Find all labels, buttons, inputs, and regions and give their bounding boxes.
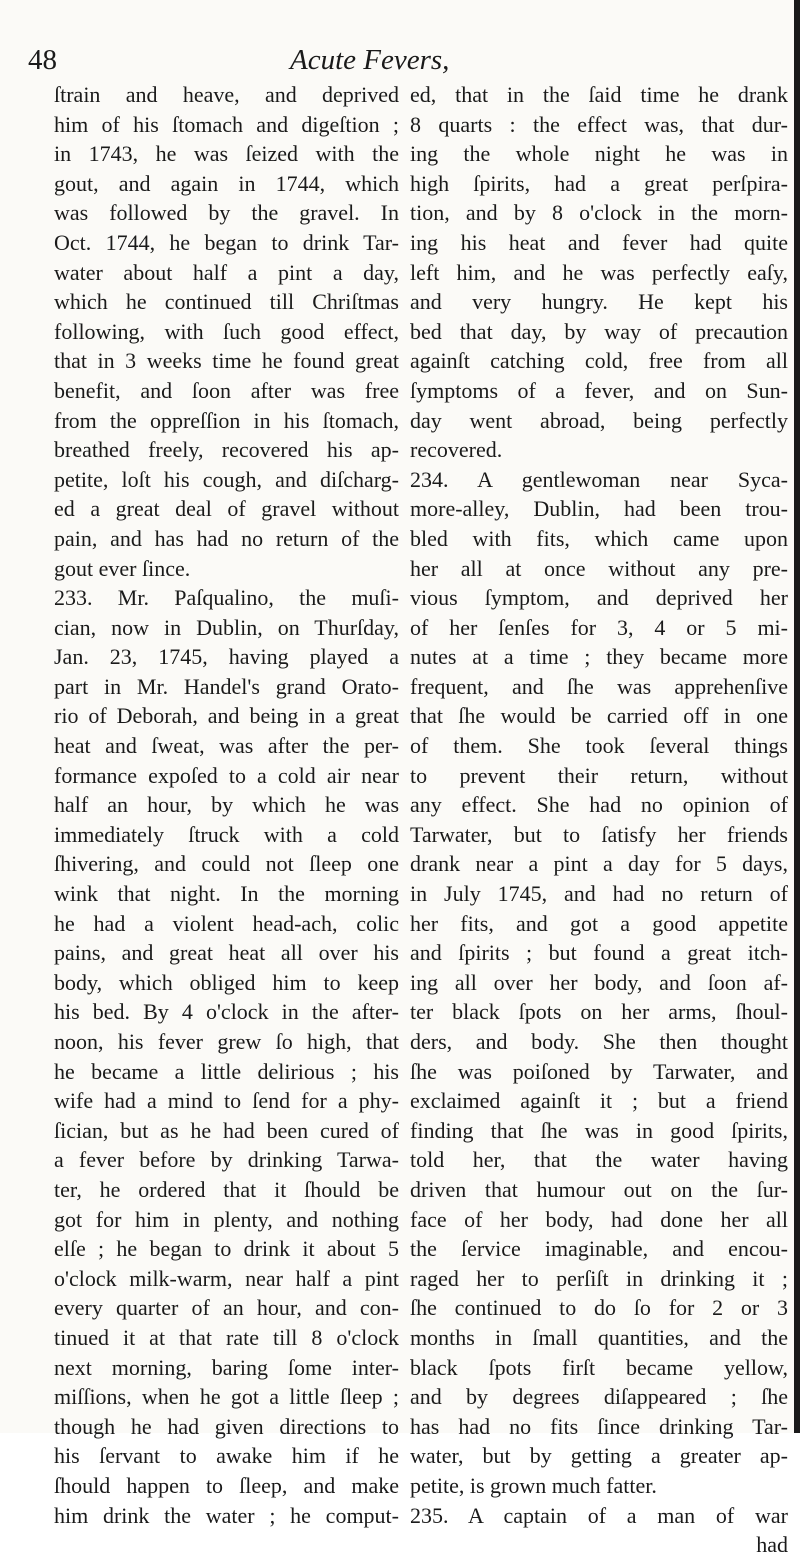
text-line: elſe ; he began to drink it about 5 bbox=[54, 1236, 399, 1262]
text-line: petite, is grown much fatter. bbox=[410, 1472, 657, 1498]
text-line: has had no fits ſince drinking Tar- bbox=[410, 1413, 788, 1439]
text-line: bed that day, by way of precaution bbox=[410, 318, 788, 344]
text-line: high ſpirits, had a great perſpira- bbox=[410, 170, 788, 196]
text-line: of them. She took ſeveral things bbox=[410, 733, 788, 759]
text-line: and ſpirits ; but found a great itch- bbox=[410, 940, 788, 966]
text-line: had bbox=[756, 1532, 788, 1558]
text-line: wink that night. In the morning bbox=[54, 881, 399, 907]
text-line: day went abroad, being perfectly bbox=[410, 407, 788, 433]
text-line: ed a great deal of gravel without bbox=[54, 496, 399, 522]
text-line: petite, loſt his cough, and diſcharg- bbox=[54, 466, 399, 492]
text-line: her all at once without any pre- bbox=[410, 555, 788, 581]
text-line: Oct. 1744, he began to drink Tar- bbox=[54, 229, 399, 255]
text-line: more-alley, Dublin, had been trou- bbox=[410, 496, 788, 522]
text-line: finding that ſhe was in good ſpirits, bbox=[410, 1117, 788, 1143]
text-line: gout, and again in 1744, which bbox=[54, 170, 399, 196]
text-line: a fever before by drinking Tarwa- bbox=[54, 1147, 399, 1173]
text-line: him of his ſtomach and digeſtion ; bbox=[54, 111, 399, 137]
text-line: months in ſmall quantities, and the bbox=[410, 1324, 788, 1350]
text-line: body, which obliged him to keep bbox=[54, 969, 399, 995]
text-line: was followed by the gravel. In bbox=[54, 200, 399, 226]
text-line: the ſervice imaginable, and encou- bbox=[410, 1236, 788, 1262]
left-text-column bbox=[54, 80, 399, 1530]
text-line: his bed. By 4 o'clock in the after- bbox=[54, 999, 399, 1025]
text-line: Jan. 23, 1745, having played a bbox=[54, 644, 399, 670]
text-line: tinued it at that rate till 8 o'clock bbox=[54, 1324, 399, 1350]
text-line: ter, he ordered that it ſhould be bbox=[54, 1176, 399, 1202]
text-line: and by degrees diſappeared ; ſhe bbox=[410, 1384, 788, 1410]
text-line: ſician, but as he had been cured of bbox=[54, 1117, 399, 1143]
text-line: in 1743, he was ſeized with the bbox=[54, 141, 399, 167]
text-line: Tarwater, but to ſatisfy her friends bbox=[410, 821, 788, 847]
text-line: to prevent their return, without bbox=[410, 762, 788, 788]
text-line: next morning, baring ſome inter- bbox=[54, 1354, 399, 1380]
text-line: ing his heat and fever had quite bbox=[410, 229, 788, 255]
right-text-column bbox=[410, 80, 788, 1560]
text-line: from the oppreſſion in his ſtomach, bbox=[54, 407, 399, 433]
text-line: wife had a mind to ſend for a phy- bbox=[54, 1088, 399, 1114]
text-line: nutes at a time ; they became more bbox=[410, 644, 788, 670]
text-line: in July 1745, and had no return of bbox=[410, 881, 788, 907]
text-line: immediately ſtruck with a cold bbox=[54, 821, 399, 847]
text-line: water about half a pint a day, bbox=[54, 259, 399, 285]
text-line: him drink the water ; he comput- bbox=[54, 1502, 399, 1528]
text-line: againſt catching cold, free from all bbox=[410, 348, 788, 374]
text-line: that ſhe would be carried off in one bbox=[410, 703, 788, 729]
text-line: black ſpots firſt became yellow, bbox=[410, 1354, 788, 1380]
text-line: he became a little delirious ; his bbox=[54, 1058, 399, 1084]
text-line: told her, that the water having bbox=[410, 1147, 788, 1173]
text-line: driven that humour out on the ſur- bbox=[410, 1176, 788, 1202]
text-line: of her ſenſes for 3, 4 or 5 mi- bbox=[410, 614, 788, 640]
text-line: o'clock milk-warm, near half a pint bbox=[54, 1265, 399, 1291]
text-line: ing all over her body, and ſoon af- bbox=[410, 969, 788, 995]
text-line: 234. A gentlewoman near Syca- bbox=[410, 466, 788, 492]
text-line: got for him in plenty, and nothing bbox=[54, 1206, 399, 1232]
text-line: drank near a pint a day for 5 days, bbox=[410, 851, 788, 877]
text-line: benefit, and ſoon after was free bbox=[54, 377, 399, 403]
text-line: tion, and by 8 o'clock in the morn- bbox=[410, 200, 788, 226]
text-line: ſhould happen to ſleep, and make bbox=[54, 1472, 399, 1498]
text-line: heat and ſweat, was after the per- bbox=[54, 733, 399, 759]
running-title: Acute Fevers, bbox=[290, 44, 450, 76]
text-line: recovered. bbox=[410, 437, 503, 463]
text-line: and very hungry. He kept his bbox=[410, 289, 788, 315]
text-line: water, but by getting a greater ap- bbox=[410, 1443, 788, 1469]
text-line: frequent, and ſhe was apprehenſive bbox=[410, 673, 788, 699]
page-header bbox=[28, 40, 788, 80]
text-line: vious ſymptom, and deprived her bbox=[410, 585, 788, 611]
text-line: he had a violent head-ach, colic bbox=[54, 910, 399, 936]
text-line: ter black ſpots on her arms, ſhoul- bbox=[410, 999, 788, 1025]
text-line: rio of Deborah, and being in a great bbox=[54, 703, 399, 729]
text-line: exclaimed againſt it ; but a friend bbox=[410, 1088, 788, 1114]
text-line: 233. Mr. Paſqualino, the muſi- bbox=[54, 585, 399, 611]
text-line: every quarter of an hour, and con- bbox=[54, 1295, 399, 1321]
text-line: bled with fits, which came upon bbox=[410, 525, 788, 551]
text-line: his ſervant to awake him if he bbox=[54, 1443, 399, 1469]
text-line: gout ever ſince. bbox=[54, 555, 191, 581]
text-line: though he had given directions to bbox=[54, 1413, 399, 1439]
text-line: ſtrain and heave, and deprived bbox=[54, 82, 399, 107]
text-line: following, with ſuch good effect, bbox=[54, 318, 399, 344]
text-line: pains, and great heat all over his bbox=[54, 940, 399, 966]
text-line: ſhe continued to do ſo for 2 or 3 bbox=[410, 1295, 788, 1321]
page-number: 48 bbox=[28, 44, 57, 76]
text-line: half an hour, by which he was bbox=[54, 792, 399, 818]
text-line: which he continued till Chriſtmas bbox=[54, 289, 399, 315]
text-line: that in 3 weeks time he found great bbox=[54, 348, 399, 374]
text-line: noon, his fever grew ſo high, that bbox=[54, 1029, 399, 1054]
text-line: face of her body, had done her all bbox=[410, 1206, 788, 1232]
text-line: ſhivering, and could not ſleep one bbox=[54, 851, 399, 877]
text-line: 235. A captain of a man of war bbox=[410, 1502, 788, 1528]
text-line: pain, and has had no return of the bbox=[54, 525, 399, 551]
text-line: formance expoſed to a cold air near bbox=[54, 762, 399, 788]
text-line: left him, and he was perfectly eaſy, bbox=[410, 259, 788, 285]
text-line: ed, that in the ſaid time he drank bbox=[410, 82, 788, 107]
page-edge-shadow bbox=[794, 0, 800, 1433]
text-line: breathed freely, recovered his ap- bbox=[54, 437, 399, 463]
text-line: cian, now in Dublin, on Thurſday, bbox=[54, 614, 399, 640]
text-line: miſſions, when he got a little ſleep ; bbox=[54, 1384, 399, 1410]
text-line: any effect. She had no opinion of bbox=[410, 792, 788, 818]
text-line: ders, and body. She then thought bbox=[410, 1029, 788, 1054]
text-line: her fits, and got a good appetite bbox=[410, 910, 788, 936]
text-line: ing the whole night he was in bbox=[410, 141, 788, 167]
text-line: ſymptoms of a fever, and on Sun- bbox=[410, 377, 788, 403]
text-line: raged her to perſiſt in drinking it ; bbox=[410, 1265, 788, 1291]
text-line: 8 quarts : the effect was, that dur- bbox=[410, 111, 788, 137]
text-line: ſhe was poiſoned by Tarwater, and bbox=[410, 1058, 788, 1084]
text-line: part in Mr. Handel's grand Orato- bbox=[54, 673, 399, 699]
